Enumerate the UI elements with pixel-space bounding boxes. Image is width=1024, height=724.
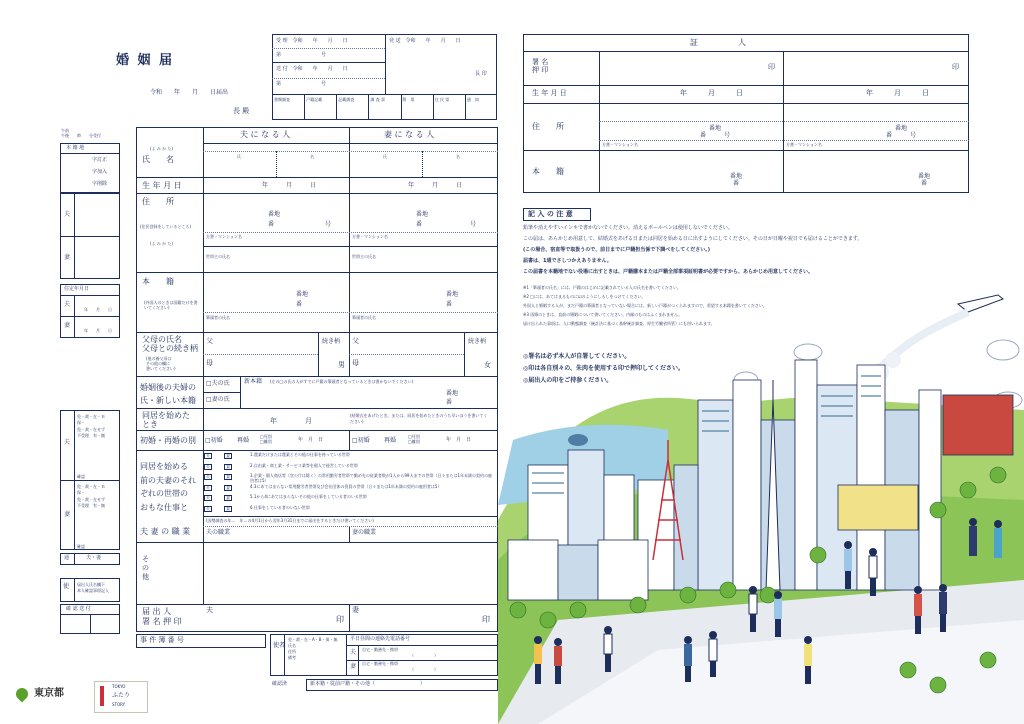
- office-checks: [272, 94, 497, 120]
- bottom-checks: 免・裁・在・A・B・保・無 氏名 住所 備考: [288, 637, 338, 660]
- honseki-banchi-w: 番地: [446, 291, 459, 298]
- honseki-note: (外国人のときは国籍だけを書いてください): [144, 300, 198, 311]
- occupation-husband-box[interactable]: 夫: [206, 506, 210, 511]
- cohabit-label: 同居を始めた とき: [142, 411, 190, 429]
- witness-mansion-1: 方書・マンション名: [602, 142, 638, 147]
- cohabit-value: 年 月: [270, 417, 312, 425]
- contact-paren: （ ）: [410, 667, 438, 672]
- witness-mansion-2: 方書・マンション名: [786, 142, 822, 147]
- story-mid: ふたり: [112, 692, 131, 699]
- dead-w[interactable]: □死別 □離別: [408, 434, 420, 445]
- left-wife: 妻: [64, 254, 71, 261]
- witness-banchi-2: 番地 番 号: [886, 125, 917, 140]
- note-bullet: ◎署名は必ず本人が自署してください。: [523, 353, 631, 360]
- office-check-item: 記載調査: [338, 97, 355, 102]
- office-check-item: 通 知: [466, 97, 479, 102]
- addr-ban-w: 番: [416, 221, 423, 228]
- name-label: 氏 名: [142, 155, 174, 164]
- bottom-user: 使者: [273, 642, 286, 649]
- occupation-husband-box[interactable]: 夫: [206, 484, 210, 490]
- dead-h[interactable]: □死別 □離別: [260, 434, 272, 445]
- parents-note: (他の養父母は その他の欄に 書いてください): [146, 356, 176, 372]
- note-line: 鉛筆や消えやすいインキで書かないでください。消えるボールペンは使用しないでください。: [523, 225, 733, 231]
- contact-paren: （ ）: [410, 653, 438, 658]
- honseki-item: 字訂正: [92, 157, 108, 163]
- occupation-husband-box[interactable]: 夫: [206, 463, 210, 469]
- father-h: 父: [206, 337, 213, 345]
- marks-confirm: 確認: [77, 544, 85, 549]
- birth-husband: 年 月 日: [262, 182, 317, 189]
- witness-birth-label: 生 年 月 日: [532, 89, 567, 97]
- addr-ban-h: 番: [268, 221, 275, 228]
- job-note: (国勢調査の年… 年…の4月1日から翌年3月31日までに届出をするときだけ書いてください): [206, 518, 374, 523]
- note-small-line: 届け出られた事項は、人口動態調査（統計法に基づく基幹統計調査、厚生労働省所管）にも用いられます。: [523, 321, 715, 326]
- occupation-label: 5.1から4にあてはまらないその他の仕事をしている者のいる世帯: [250, 494, 367, 500]
- furigana-label: (よ み か た): [150, 146, 173, 151]
- wife-header: 妻 に な る 人: [384, 130, 435, 139]
- story-logo-icon: [100, 686, 104, 706]
- again-h[interactable]: 再婚: [237, 437, 250, 444]
- occupation-label: 1.農業だけまたは農業とその他の仕事を持っている世帯: [250, 452, 350, 457]
- residence-date-label: 住定年月日: [64, 286, 90, 292]
- occupation-wife-box[interactable]: 妻: [226, 463, 230, 469]
- surname-after-label: 婚姻後の夫婦の 氏・新しい本籍: [140, 383, 196, 405]
- birth-wife: 年 月 日: [408, 182, 463, 189]
- witness-honseki-2: 番地 番: [918, 173, 931, 188]
- honseki-item: 字削除: [92, 181, 108, 187]
- contact-type: 自宅・勤務先・携帯: [362, 661, 398, 666]
- witness-birth-1: 年 月 日: [680, 89, 743, 97]
- witness-seal-2: 印: [952, 63, 959, 71]
- witness-sign-label: 署 名 押 印: [532, 58, 549, 75]
- seal-husband: 印: [336, 615, 344, 624]
- story-top: TOKYO: [112, 684, 126, 689]
- note-line: (この場合、宿直等で取扱うので、前日までに戸籍担当係で下調べをしてください。): [523, 247, 710, 253]
- send-number: 第 号: [276, 81, 327, 87]
- new-ban: 番: [446, 399, 453, 406]
- honseki-banchi-h: 番地: [296, 291, 309, 298]
- office-check-item: 附 票: [402, 97, 415, 102]
- mei-label: 名: [310, 154, 314, 159]
- kou-label: 通: [64, 555, 70, 561]
- witness-box: [523, 34, 969, 193]
- new-banchi: 番地: [446, 390, 459, 397]
- contact-type: 自宅・勤務先・携帯: [362, 647, 398, 652]
- occupation-title: 同居を始める 前の夫妻のそれ ぞれの世帯の おもな仕事と: [140, 462, 196, 512]
- signer-wife: 妻: [352, 606, 359, 614]
- office-check-item: 書類調査: [274, 97, 290, 102]
- sei-label: 氏: [383, 154, 387, 159]
- occupation-wife-box[interactable]: 妻: [226, 506, 230, 511]
- address-label: 住 所: [142, 197, 174, 206]
- honseki-ban-w: 番: [446, 301, 453, 308]
- residence-wife: 妻: [64, 322, 71, 329]
- occupation-husband-box[interactable]: 夫: [206, 495, 210, 501]
- filing-date: 令和 年 月 日届出: [150, 89, 229, 96]
- note-line: この届書を本籍地でない役場に出すときは、戸籍謄本または戸籍全部事項証明書が必要ですから、あらかじめ用意してください。: [523, 269, 814, 275]
- occupation-label: 3.企業・個人商店等（官公庁は除く）の常用勤労者世帯で勤め先の従業者数が1人から99人までの世帯（日々または1年未満の契約の雇用者は5）: [250, 473, 492, 483]
- addr-banchi-h: 番地: [268, 211, 281, 218]
- occupation-wife-box[interactable]: 妻: [226, 453, 230, 458]
- receipt-number: 第 号: [276, 52, 327, 58]
- remarry-date-h: 年 月 日: [298, 437, 324, 443]
- again-w[interactable]: 再婚: [384, 437, 397, 444]
- father-w: 父: [352, 337, 359, 345]
- mansion-h: 方書・マンション名: [206, 234, 242, 239]
- office-check-item: 戸籍記載: [306, 97, 323, 102]
- wife-surname-check[interactable]: □妻の氏: [206, 396, 230, 403]
- relation-w: 続き柄: [468, 338, 487, 345]
- job-title: 夫 妻 の 職 業: [140, 527, 191, 536]
- witness-banchi-1: 番地 番 号: [700, 125, 731, 140]
- note-small-line: ※1「筆頭者の氏名」には、戸籍のはじめに記載されている人の氏名を書いてください。: [523, 285, 681, 290]
- final-label: 確 認 送 付: [66, 606, 91, 612]
- contact-title: 平日昼間の連絡先電話番号: [350, 636, 411, 642]
- other-label: そ の 他: [142, 555, 149, 582]
- addr-go-w: 号: [470, 221, 477, 228]
- mansion-w: 方書・マンション名: [352, 234, 388, 239]
- occupation-label: 2.自由業・商工業・サービス業等を個人で経営している世帯: [250, 462, 358, 468]
- kou-value: 夫・妻: [86, 555, 102, 561]
- wife-job: 妻の職業: [352, 529, 377, 536]
- address-note: (住民登録をしているところ): [140, 224, 192, 229]
- residence-ymd: 年 月 日: [84, 307, 112, 312]
- mother-h: 母: [206, 359, 213, 367]
- female-label: 女: [484, 361, 491, 369]
- user-value: 届出人氏名欄下 本人確認事項記入: [77, 582, 109, 593]
- householder-h: 世帯主の氏名: [206, 254, 230, 259]
- occupation-wife-box[interactable]: 妻: [226, 474, 230, 480]
- form-title: 婚 姻 届: [116, 53, 175, 68]
- marks-confirm: 確認: [77, 474, 85, 479]
- husband-header: 夫 に な る 人: [240, 130, 291, 139]
- witness-honseki-label: 本 籍: [532, 167, 564, 176]
- airplane-icon: [871, 295, 1003, 381]
- seal-wife: 印: [482, 615, 490, 624]
- head-h: 筆頭者の氏名: [206, 315, 230, 320]
- male-label: 男: [338, 361, 345, 369]
- remarriage-label: 初婚・再婚の別: [140, 436, 196, 445]
- husband-surname-check[interactable]: □夫の氏: [206, 380, 230, 387]
- receipt-line: 受 理 令和 年 月 日: [276, 38, 348, 44]
- office-check-item: 調 査 票: [370, 97, 385, 102]
- addr-banchi-w: 番地: [416, 211, 429, 218]
- note-small-line: ※3 再婚のときは、直前の婚姻について書いてください。内縁のものはふくまれません。: [523, 312, 683, 317]
- case-no-label: 事 件 簿 番 号: [140, 636, 184, 644]
- signer-label: 届 出 人 署 名 押 印: [142, 607, 182, 626]
- marks-text: 免・裁・在・Ｂ 保・ 免・裁・在せず 不受理 有・無: [77, 414, 105, 439]
- witness-honseki-1: 番地 番: [730, 173, 743, 188]
- note-bullet: ◎印は各自別々の、朱肉を使用する印で押印してください。: [523, 365, 684, 372]
- note-line: この届は、あらかじめ用意して、結婚式をあげる日または同居を始める日に出すようにしてください。その日が日曜や祝日でも届けることができます。: [523, 236, 863, 242]
- honseki-label: 本 籍: [142, 277, 174, 286]
- occupation-wife-box[interactable]: 妻: [226, 495, 230, 501]
- story-bottom: STORY: [112, 702, 126, 707]
- contact-wife: 妻: [350, 663, 357, 670]
- office-check-item: 住 民 票: [434, 97, 450, 102]
- husband-job: 夫の職業: [206, 529, 231, 536]
- honseki-label: 本 籍 地: [66, 145, 85, 151]
- verify-options: 新本籍・従前戸籍・その他（ ）: [310, 681, 426, 687]
- contact-husband: 夫: [350, 649, 357, 656]
- honseki-item: 字加入: [92, 169, 108, 175]
- notes-title: 記 入 の 注 意: [528, 210, 573, 218]
- note-line: 届書は、1通でさしつかえありません。: [523, 258, 612, 264]
- head-w: 筆頭者の氏名: [352, 315, 376, 320]
- relation-h: 続き柄: [322, 338, 341, 345]
- witness-birth-2: 年 月 日: [866, 89, 929, 97]
- left-husband: 夫: [64, 211, 71, 218]
- send-line: 送 付 令和 年 月 日: [276, 66, 348, 72]
- marks-husband: 夫: [64, 439, 71, 446]
- mei-label: 名: [456, 154, 460, 159]
- recipient: 長 殿: [233, 107, 250, 115]
- chief-seal: 長 印: [475, 71, 487, 77]
- sei-label: 氏: [237, 154, 241, 159]
- note-small-line: ※2 □には、あてはまるものに☑のようにしるしをつけてください。: [523, 294, 646, 299]
- dispatch-line: 発 送 令和 年 月 日: [389, 38, 461, 44]
- witness-seal-1: 印: [768, 63, 775, 71]
- remarry-date-w: 年 月 日: [446, 437, 472, 443]
- occupation-wife-box[interactable]: 妻: [226, 484, 230, 490]
- mother-w: 母: [352, 359, 359, 367]
- new-honseki-note: (左の□の氏の人がすでに戸籍の筆頭者となっているときは書かないでください): [270, 379, 414, 384]
- residence-husband: 夫: [64, 301, 71, 308]
- new-honseki-label: 新本籍: [244, 378, 263, 385]
- tokyo-logo-icon: [14, 686, 31, 703]
- accept-time: 午前 午後 時 分受付: [61, 128, 101, 139]
- householder-w: 世帯主の氏名: [352, 254, 376, 259]
- occupation-husband-box[interactable]: 夫: [206, 453, 210, 458]
- signer-husband: 夫: [206, 606, 213, 614]
- marks-text: 免・裁・在・Ｂ 保・ 免・裁・在せず 不受理 有・無: [77, 484, 105, 509]
- first-h[interactable]: □初婚: [205, 437, 223, 444]
- verify-label: 確認済: [272, 681, 288, 687]
- furigana-label: (よ み か た): [150, 241, 173, 246]
- occupation-label: 6.仕事をしている者のいない世帯: [250, 505, 310, 510]
- honseki-ban-h: 番: [296, 301, 303, 308]
- occupation-husband-box[interactable]: 夫: [206, 474, 210, 480]
- occupation-label: 4.3にあてはまらない常用勤労者世帯及び会社団体の役員の世帯（日々または1年未満の契約の雇用者は5）: [250, 483, 442, 489]
- occupation-options: [204, 452, 496, 516]
- city-illustration: [498, 290, 1024, 724]
- birth-label: 生 年 月 日: [142, 181, 182, 190]
- parents-label: 父母の氏名 父母との続き柄: [142, 335, 198, 353]
- first-w[interactable]: □初婚: [352, 437, 370, 444]
- residence-ymd: 年 月 日: [84, 328, 112, 333]
- witness-addr-label: 住 所: [532, 122, 564, 131]
- marks-wife: 妻: [64, 511, 71, 518]
- note-small-line: 外国人と婚姻する人が、まだ戸籍の筆頭者となっていない場合には、新しい戸籍がつくられますので、希望する本籍を書いてください。: [523, 303, 767, 308]
- witness-header: 証 人: [690, 38, 746, 47]
- user-label: 使: [63, 583, 70, 590]
- tokyo-brand: 東京都: [34, 688, 64, 699]
- cohabit-note: (結婚式をあげたとき、または、同居を始めたときのうち早いほうを書いてください): [350, 413, 488, 424]
- addr-go-h: 号: [325, 221, 332, 228]
- note-bullet: ◎届出人の印をご持参ください。: [523, 377, 613, 384]
